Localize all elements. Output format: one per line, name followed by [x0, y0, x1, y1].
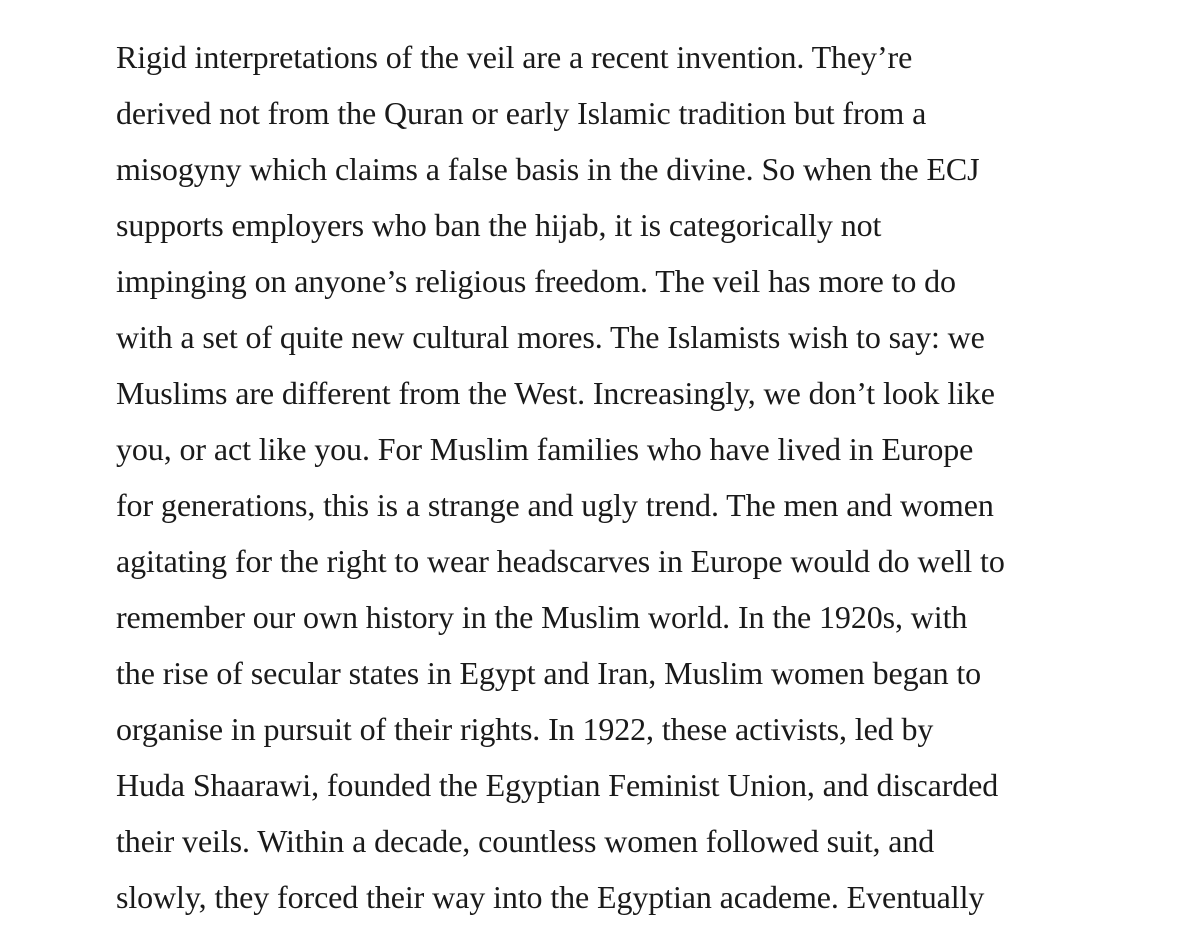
article-line: slowly, they forced their way into the Egyptian academe. Eventually — [116, 879, 985, 915]
article-line: with a set of quite new cultural mores. The Islamists wish to say: we — [116, 319, 985, 355]
article-line: organise in pursuit of their rights. In 1922, these activists, led by — [116, 711, 934, 747]
article-line: supports employers who ban the hijab, it is categorically not — [116, 207, 882, 243]
article-line: agitating for the right to wear headscarves in Europe would do well to — [116, 543, 1005, 579]
article-line: Rigid interpretations of the veil are a recent invention. They’re — [116, 39, 913, 75]
article-line: Huda Shaarawi, founded the Egyptian Feminist Union, and discarded — [116, 767, 999, 803]
article-line: derived not from the Quran or early Islamic tradition but from a — [116, 95, 927, 131]
article-line: their veils. Within a decade, countless women followed suit, and — [116, 823, 935, 859]
article-line: impinging on anyone’s religious freedom. The veil has more to do — [116, 263, 956, 299]
article-line: remember our own history in the Muslim world. In the 1920s, with — [116, 599, 968, 635]
article-line: the rise of secular states in Egypt and Iran, Muslim women began to — [116, 655, 982, 691]
article-line: you, or act like you. For Muslim families who have lived in Europe — [116, 431, 974, 467]
article-line: misogyny which claims a false basis in the divine. So when the ECJ — [116, 151, 980, 187]
article-line: for generations, this is a strange and ugly trend. The men and women — [116, 487, 994, 523]
article-body — [116, 29, 1196, 925]
article-line: Muslims are different from the West. Increasingly, we don’t look like — [116, 375, 995, 411]
